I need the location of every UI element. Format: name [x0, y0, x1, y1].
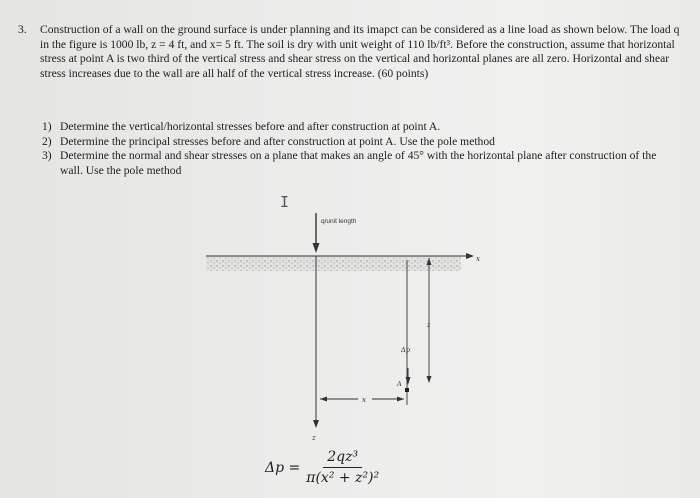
z-dimension-label: z	[427, 321, 431, 329]
task-number: 1)	[42, 120, 52, 133]
depth-axis-arrowhead	[313, 420, 319, 428]
point-a-label: A	[397, 380, 402, 388]
x-dim-arrow-right	[397, 397, 404, 402]
x-dimension-label: x	[362, 396, 366, 404]
stress-formula	[265, 449, 379, 486]
formula-fraction	[306, 449, 379, 486]
soil-surface-hatch	[206, 256, 461, 271]
problem-text: Construction of a wall on the ground surface is under planning and its imapct can be considered as a line load as shown below. The load q in the figure is 1000 lb, z = 4 ft, and x= 5 ft. The soil is dry with unit weight of 110 lb/ft³. Before the construction, assume that horizontal stress at point A is two third of the vertical stress and shear stress on the vertical and horizontal planes are all zero. Horizontal and shear stress increases due to the wall are all half of the vertical stress increase. (60 points)	[40, 23, 680, 80]
formula-lhs: Δp =	[265, 459, 301, 476]
dp-label: Δp	[401, 346, 410, 354]
load-label: q/unit length	[321, 218, 357, 225]
x-dim-arrow-left	[320, 397, 327, 402]
x-axis-label: x	[476, 255, 480, 263]
z-dim-arrow-bottom	[427, 376, 432, 383]
depth-axis-label: z	[312, 434, 316, 442]
dp-arrowhead	[406, 377, 411, 385]
load-arrowhead	[313, 243, 320, 253]
task-number: 3)	[42, 149, 52, 163]
task-text: Determine the normal and shear stresses on a plane that makes an angle of 45° with the horizontal plane after construction of the wall. Use the pole method	[60, 149, 657, 177]
point-a-marker	[405, 388, 409, 392]
problem-number: 3.	[18, 23, 27, 36]
task-number: 2)	[42, 134, 52, 148]
text-cursor-icon: I	[280, 193, 290, 211]
task-text: Determine the principal stresses before and after construction at point A. Use the pole method	[60, 134, 495, 148]
formula-denominator: π(x² + z²)²	[306, 470, 380, 486]
task-text: Determine the vertical/horizontal stresses before and after construction at point A.	[60, 120, 441, 133]
formula-numerator: 2qz³	[323, 449, 362, 468]
x-axis-arrowhead	[466, 253, 474, 259]
